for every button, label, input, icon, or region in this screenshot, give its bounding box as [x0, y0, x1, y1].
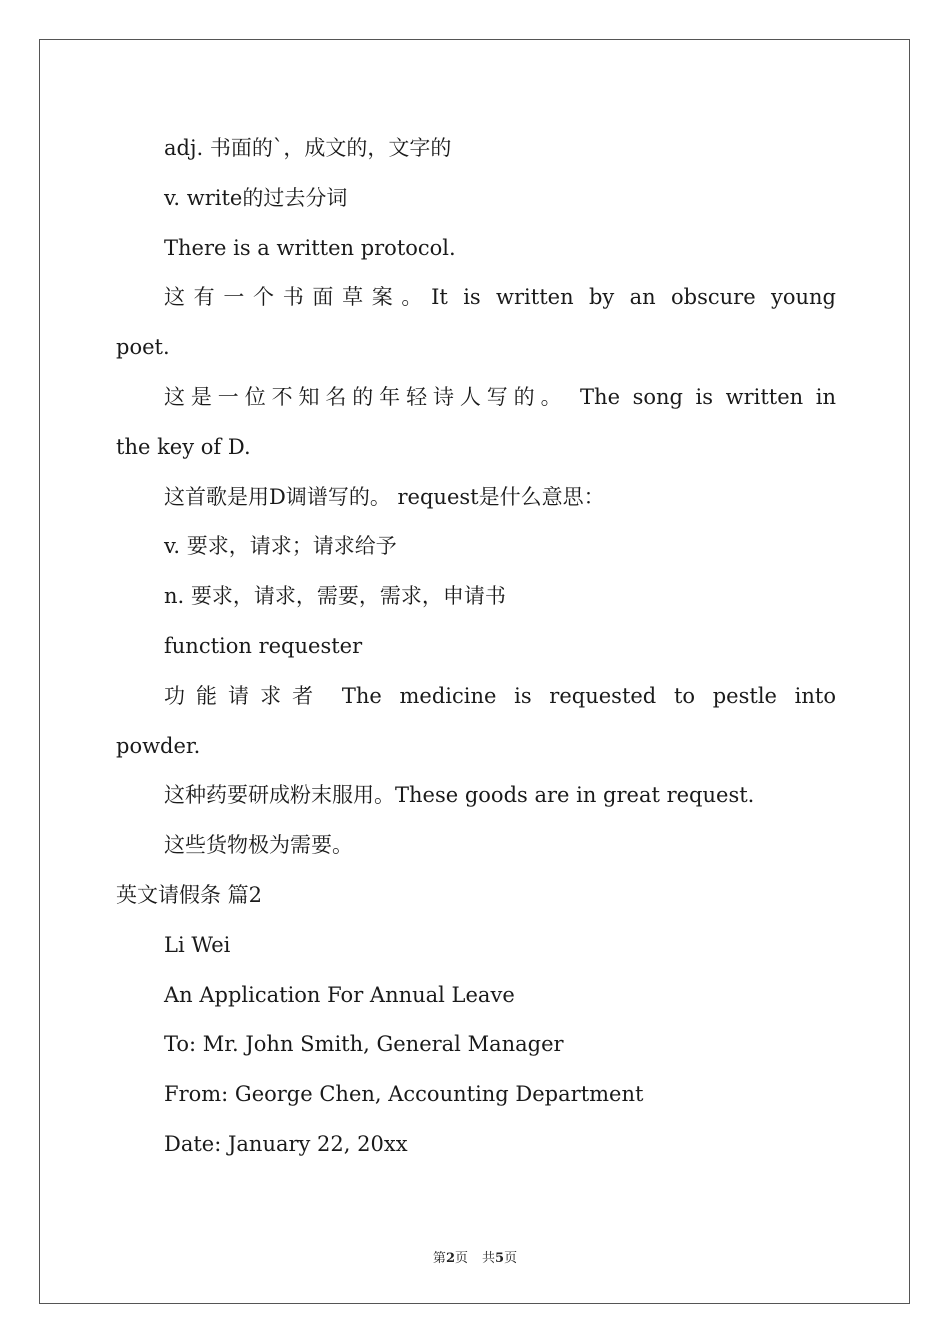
footer-page-prefix: 第 — [432, 1251, 446, 1266]
text-line-date: Date: January 22, 20xx — [164, 1131, 408, 1156]
footer-total-suffix: 页 — [504, 1251, 518, 1266]
footer-total-prefix: 共 — [482, 1251, 496, 1266]
text-line-request-verb: v. 要求，请求；请求给予 — [164, 534, 397, 559]
text-line-from: From: George Chen, Accounting Department — [164, 1082, 644, 1107]
section-heading: 英文请假条 篇2 — [116, 882, 263, 907]
text-line-example-2-cont: poet. — [116, 335, 170, 360]
text-line-verb-definition: v. write的过去分词 — [164, 185, 348, 210]
footer-page-current: 2 — [445, 1251, 455, 1266]
text-line-example-4-cont: powder. — [116, 733, 201, 758]
text-line-example-5-translation: 这些货物极为需要。 — [164, 833, 353, 858]
text-line-example-4: 功能请求者 The medicine is requested to pestle into — [164, 683, 836, 708]
footer-page-total: 5 — [495, 1251, 505, 1266]
text-line-example-3-cont: the key of D. — [116, 434, 251, 459]
document-body — [116, 124, 836, 1170]
text-line-letter-title: An Application For Annual Leave — [164, 982, 515, 1007]
text-line-example-2: 这有一个书面草案。It is written by an obscure young — [164, 285, 836, 310]
text-line-example-3: 这是一位不知名的年轻诗人写的。 The song is written in — [164, 384, 836, 409]
text-line-request-noun: n. 要求，请求，需要，需求，申请书 — [164, 584, 506, 609]
text-line-function-requester: function requester — [164, 633, 363, 658]
text-line-adj-definition: adj. 书面的`，成文的，文字的 — [164, 136, 452, 160]
text-line-example-1: There is a written protocol. — [164, 235, 456, 260]
text-line-name: Li Wei — [164, 932, 231, 957]
page-footer — [0, 1247, 950, 1266]
text-line-example-5: 这种药要研成粉末服用。These goods are in great request. — [164, 783, 755, 808]
footer-page-mid: 页 — [454, 1251, 468, 1266]
text-line-to: To: Mr. John Smith, General Manager — [164, 1032, 564, 1057]
text-line-request-heading: 这首歌是用D调谱写的。 request是什么意思： — [164, 484, 605, 509]
